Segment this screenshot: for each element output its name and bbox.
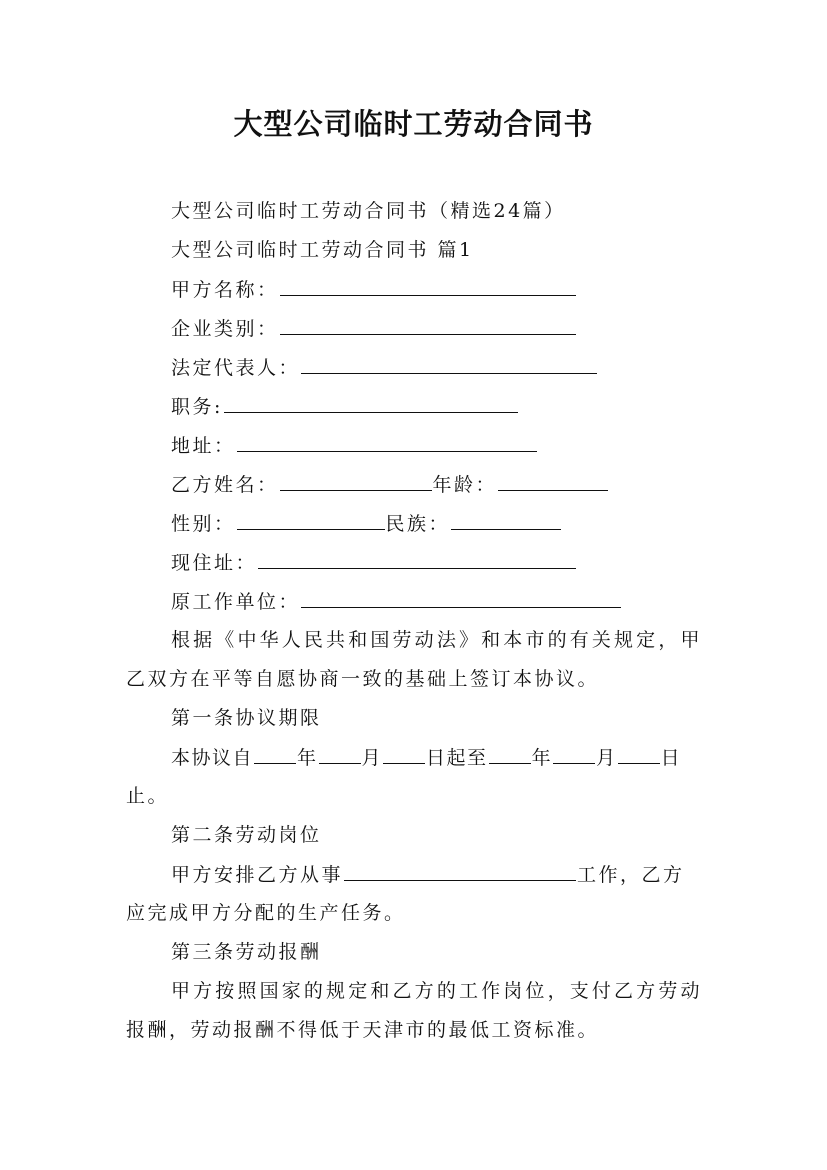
current-address-label: 现住址： xyxy=(171,552,258,574)
enterprise-type-label: 企业类别： xyxy=(171,318,279,340)
start-month-blank xyxy=(319,744,361,764)
party-b-field xyxy=(171,471,609,498)
start-year-blank xyxy=(254,744,296,764)
clause-2-line-2: 应完成甲方分配的生产任务。 xyxy=(126,902,406,924)
address-field xyxy=(171,432,538,459)
party-a-name-blank xyxy=(280,276,576,296)
intro-line-2: 乙双方在平等自愿协商一致的基础上签订本协议。 xyxy=(126,668,600,690)
ethnicity-blank xyxy=(451,510,561,530)
start-day-label: 日起至 xyxy=(426,747,488,769)
age-label: 年龄： xyxy=(432,474,498,496)
clause-1-line-1 xyxy=(171,744,681,771)
end-month-label: 月 xyxy=(596,747,617,769)
clause-3-heading: 第三条劳动报酬 xyxy=(171,941,322,963)
party-a-name-field xyxy=(171,276,577,303)
position-field xyxy=(171,393,519,420)
clause-2-heading: 第二条劳动岗位 xyxy=(171,824,322,846)
clause-2-text-b: 工作，乙方 xyxy=(577,864,685,886)
clause-2-line-1 xyxy=(171,861,685,888)
end-day-label: 日 xyxy=(660,747,682,769)
clause-2-text-a: 甲方安排乙方从事 xyxy=(171,864,344,886)
former-employer-label: 原工作单位： xyxy=(171,591,301,613)
document-title: 大型公司临时工劳动合同书 xyxy=(233,107,594,141)
clause-1-heading: 第一条协议期限 xyxy=(171,707,322,729)
start-year-label: 年 xyxy=(297,747,318,769)
party-a-name-label: 甲方名称： xyxy=(171,279,279,301)
legal-rep-field xyxy=(171,354,598,381)
ethnicity-label: 民族： xyxy=(385,513,451,535)
enterprise-type-blank xyxy=(280,315,576,335)
end-day-blank xyxy=(618,744,660,764)
gender-blank xyxy=(237,510,385,530)
legal-rep-label: 法定代表人： xyxy=(171,357,301,379)
document-subtitle: 大型公司临时工劳动合同书（精选24篇） xyxy=(171,200,566,222)
legal-rep-blank xyxy=(301,354,597,374)
clause-3-line-2: 报酬，劳动报酬不得低于天津市的最低工资标准。 xyxy=(126,1019,600,1041)
party-b-name-blank xyxy=(280,471,432,491)
end-year-blank xyxy=(489,744,531,764)
position-blank xyxy=(224,393,518,413)
intro-line-1: 根据《中华人民共和国劳动法》和本市的有关规定，甲 xyxy=(171,629,702,651)
job-blank xyxy=(344,861,576,881)
party-b-name-label: 乙方姓名： xyxy=(171,474,279,496)
start-day-blank xyxy=(383,744,425,764)
article-heading: 大型公司临时工劳动合同书 篇1 xyxy=(171,239,474,261)
gender-field xyxy=(171,510,562,537)
end-month-blank xyxy=(553,744,595,764)
gender-label: 性别： xyxy=(171,513,236,535)
current-address-field xyxy=(171,549,577,576)
former-employer-blank xyxy=(301,588,621,608)
enterprise-type-field xyxy=(171,315,577,342)
position-label: 职务: xyxy=(171,396,223,418)
start-month-label: 月 xyxy=(361,747,383,769)
clause-1-text-a: 本协议自 xyxy=(171,747,254,769)
former-employer-field xyxy=(171,588,622,615)
address-label: 地址： xyxy=(171,435,236,457)
address-blank xyxy=(237,432,537,452)
current-address-blank xyxy=(258,549,576,569)
end-year-label: 年 xyxy=(531,747,553,769)
clause-3-line-1: 甲方按照国家的规定和乙方的工作岗位，支付乙方劳动 xyxy=(171,980,702,1002)
clause-1-line-2: 止。 xyxy=(126,785,170,807)
age-blank xyxy=(498,471,608,491)
